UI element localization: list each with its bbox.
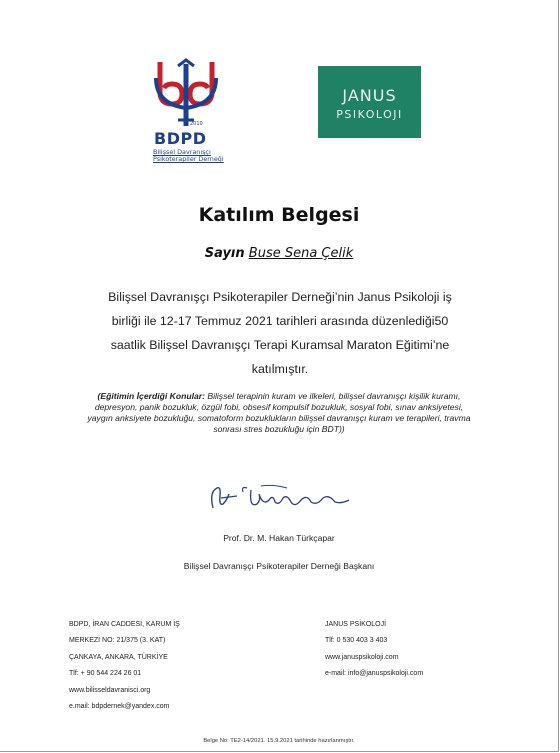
certificate-title: Katılım Belgesi [198,204,360,226]
bdpd-contact [69,617,180,715]
certificate-body: Bilişsel Davranışçı Psikoterapiler Derneği’nin Janus Psikoloji iş birliği ile 12-17 Temmuz 2021 tarihleri arasında düzenlediği50 saatlik Bilişsel Davranışçı Terapi Kuramsal Maraton Eğitimi’ne katılmıştır. [108,290,452,376]
bdpd-phone: Tlf: + 90 544 224 26 01 [69,670,142,678]
janus-logo-line-2: PSIKOLOJI [336,108,403,121]
training-topics [86,391,472,435]
bdpd-logo [138,58,234,174]
salutation: Sayın [204,246,245,261]
janus-email: e-mail: info@januspsikoloji.com [325,670,424,678]
janus-name: JANUS PSİKOLOJİ [325,621,387,628]
bdpd-website: www.bilisseldavranisci.org [69,686,151,694]
janus-logo [318,66,421,138]
recipient-name: Buse Sena Çelik [248,246,354,261]
bdpd-full-name-line-2: Psikoterapiler Derneği [153,155,224,163]
bdpd-emblem-icon [138,58,234,128]
janus-phone: Tlf: 0 530 403 3 403 [325,637,388,645]
bdpd-email: e.mail: bdpdernek@yandex.com [69,702,170,710]
training-topics-text: Bilişsel terapinin kuram ve ilkeleri, bilişsel davranışçı kişilik kuramı, depresyon, panik bozukluk, özgül fobi, obsesif kompulsif bozukluk, sosyal fobi, sınav anksiyetesi, yaygın anksiyete bozukluğu, somatoform bozuklukların bilişsel davranışçı kuram ve terapileri, travma sonrası stres bozukluğu için BDT)) [87,391,471,434]
bdpd-address-line-2: MERKEZİ NO: 21/375 (3. KAT) [69,637,166,645]
signer-role: Bilişsel Davranışçı Psikoterapiler Derneği Başkanı [183,561,375,571]
janus-logo-line-1: JANUS [342,86,397,105]
bdpd-full-name [153,149,233,163]
janus-contact [325,617,423,683]
signer-name: Prof. Dr. M. Hakan Türkçapar [223,533,335,543]
janus-website: www.januspsikoloji.com [325,653,399,661]
recipient-line [0,246,558,261]
bdpd-address-line-1: BDPD, İRAN CADDESİ, KARUM İŞ [69,621,180,628]
bdpd-abbreviation: BDPD [154,129,207,148]
training-topics-label: (Eğitimin İçerdiği Konular: [97,391,205,401]
bdpd-year: 2010 [190,121,203,127]
signature-icon [203,482,358,516]
bdpd-full-name-line-1: Bilişsel Davranışçı [153,148,211,156]
document-number: Belge No: TE2-14/2021. 15.9.2021 tarihinde hazırlanmıştır. [203,738,355,744]
bdpd-address-line-3: ÇANKAYA, ANKARA, TÜRKİYE [69,653,168,661]
